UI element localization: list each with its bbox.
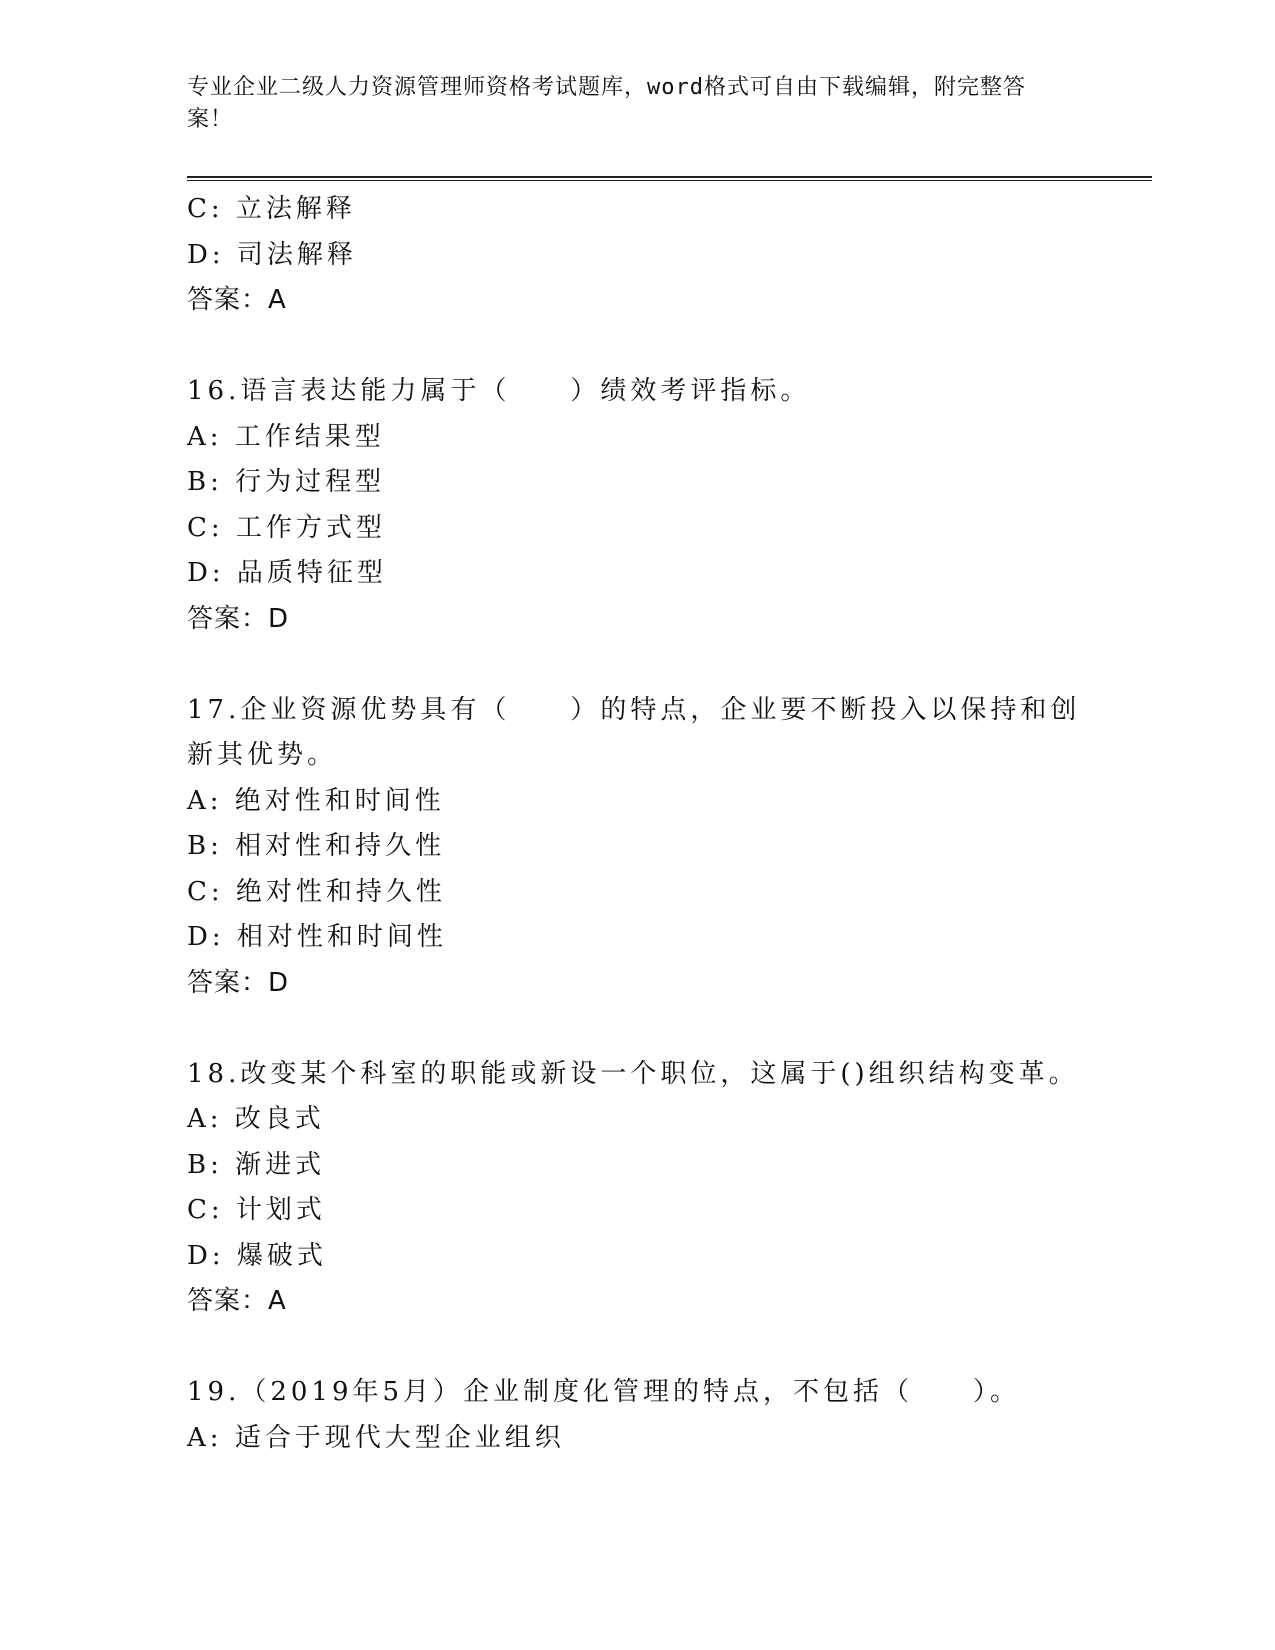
option-c: C: 绝对性和持久性 (187, 876, 446, 907)
question-16 (187, 369, 1087, 642)
question-19 (187, 1370, 1087, 1461)
option-d: D: 品质特征型 (187, 558, 387, 588)
question-18 (187, 1052, 1087, 1325)
page-header: 专业企业二级人力资源管理师资格考试题库，word格式可自由下载编辑，附完整答案！ (187, 75, 1026, 132)
option-c: C: 计划式 (187, 1195, 326, 1225)
answer-line: 答案：A (187, 1286, 287, 1316)
option-a: A: 工作结果型 (187, 421, 385, 452)
option-a: A: 适合于现代大型企业组织 (187, 1422, 565, 1453)
question-stem: 17.企业资源优势具有（ ）的特点，企业要不断投入以保持和创新其优势。 (187, 694, 1081, 770)
option-a: A: 绝对性和时间性 (187, 785, 445, 816)
answer-line: 答案：D (187, 967, 290, 998)
option-c: C: 工作方式型 (187, 512, 386, 543)
question-stem: 19.（2019年5月）企业制度化管理的特点，不包括（ ）。 (187, 1377, 1021, 1407)
question-list (187, 187, 1087, 1461)
option-a: A: 改良式 (187, 1104, 325, 1134)
question-stem: 16.语言表达能力属于（ ）绩效考评指标。 (187, 376, 811, 406)
question-17 (187, 688, 1087, 1007)
answer-line: 答案：A (187, 285, 287, 315)
option-c: C: 立法解释 (187, 194, 356, 224)
option-b: B: 渐进式 (187, 1149, 326, 1180)
answer-line: 答案：D (187, 603, 290, 634)
header-divider (187, 176, 1152, 181)
option-b: B: 行为过程型 (187, 467, 386, 497)
option-b: B: 相对性和持久性 (187, 831, 446, 861)
option-d: D: 爆破式 (187, 1240, 327, 1271)
option-d: D: 司法解释 (187, 239, 357, 270)
question-stem: 18.改变某个科室的职能或新设一个职位，这属于()组织结构变革。 (187, 1058, 1079, 1089)
option-d: D: 相对性和时间性 (187, 922, 447, 952)
